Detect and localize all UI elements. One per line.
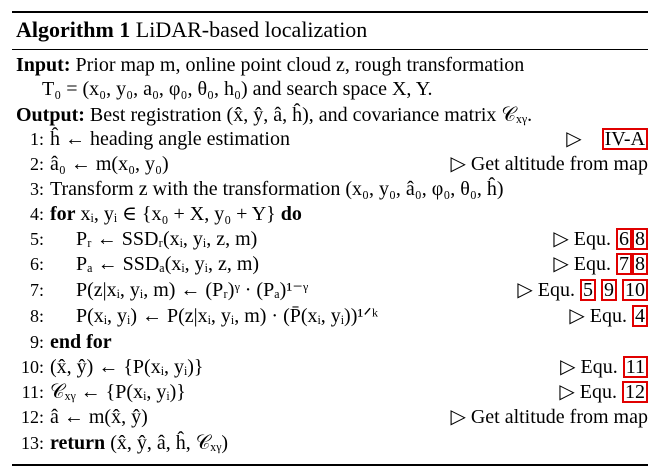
equation-ref-link[interactable]: 8 [632,228,648,250]
equation-ref-link[interactable]: 11 [623,356,648,378]
equation-ref-link[interactable]: 8 [632,253,648,275]
step-number: 10: [20,357,44,377]
step-text: (x̂, ŷ) ← {P(xᵢ, yᵢ)} [50,356,204,378]
comment-prefix: ▷ Equ. [553,253,611,275]
step-number: 12: [20,407,44,427]
step-7 [16,279,648,301]
step-number: 8: [29,306,44,326]
step-text: ĥ ← heading angle estimation [50,128,290,150]
step-comment [560,356,648,378]
step-text: â₀ ← m(x₀, y₀) [50,153,169,175]
equation-ref-link[interactable]: 9 [601,279,617,301]
step-3 [16,178,648,200]
step-number: 2: [29,154,44,174]
step-4 [16,203,648,225]
step-number: 11: [21,382,44,402]
step-text: Transform z with the transformation (x₀, y₀, â₀, φ₀, θ₀, ĥ) [50,178,504,200]
step-comment [559,381,648,403]
equation-ref-link[interactable]: 10 [622,279,648,301]
step-comment [569,305,648,327]
comment-prefix: ▷ Equ. [559,381,617,403]
keyword-do: do [280,203,302,225]
step-1 [16,128,648,150]
step-13 [16,432,648,454]
step-text: P(xᵢ, yᵢ) ← P(z|xᵢ, yᵢ, m) · (P̄(xᵢ, yᵢ))¹ᐟᵏ [76,305,379,327]
input-label: Input: [16,54,71,76]
input-line-1 [16,54,648,76]
step-number: 4: [29,204,44,224]
keyword-end-for: end for [50,331,112,353]
equation-ref-link[interactable]: 5 [580,279,596,301]
output-text: Best registration (x̂, ŷ, â, ĥ), and covariance matrix 𝒞ₓᵧ. [89,104,533,126]
step-6 [16,253,648,275]
input-text-2: T₀ = (x₀, y₀, a₀, φ₀, θ₀, h₀) and search space X, Y. [42,78,433,100]
step-10 [16,356,648,378]
keyword-return: return [50,432,106,454]
step-text: Pₐ ← SSDₐ(xᵢ, yᵢ, z, m) [76,253,260,275]
comment-prefix: ▷ Equ. [560,356,618,378]
step-number: 13: [20,433,44,453]
section-ref-link[interactable]: IV-A [602,128,648,150]
step-comment [517,279,648,301]
algorithm-caption [16,15,367,45]
step-text: 𝒞ₓᵧ ← {P(xᵢ, yᵢ)} [50,381,186,403]
equation-ref-link[interactable]: 12 [622,381,648,403]
step-number: 9: [29,332,44,352]
step-text: Pᵣ ← SSDᵣ(xᵢ, yᵢ, z, m) [76,228,258,250]
algorithm-label: Algorithm 1 [16,17,131,42]
step-comment [566,128,648,150]
comment-prefix: ▷ [566,128,582,150]
equation-ref-link[interactable]: 4 [632,305,648,327]
keyword-for: for [50,203,76,225]
step-9 [16,331,648,353]
algorithm-title: LiDAR-based localization [135,17,368,42]
step-5 [16,228,648,250]
bottom-rule [12,464,648,466]
step-text: â ← m(x̂, ŷ) [50,406,148,428]
step-text: (x̂, ŷ, â, ĥ, 𝒞ₓᵧ) [105,432,229,454]
step-12 [16,406,648,428]
step-comment: ▷ Get altitude from map [450,406,648,428]
equation-ref-link[interactable]: 7 [616,253,632,275]
step-text: P(z|xᵢ, yᵢ, m) ← (Pᵣ)ᵞ · (Pₐ)¹⁻ᵞ [76,279,309,301]
step-number: 7: [29,280,44,300]
caption-rule [12,49,648,50]
comment-prefix: ▷ Equ. [553,228,611,250]
step-comment: ▷ Get altitude from map [450,153,648,175]
comment-prefix: ▷ Equ. [569,305,627,327]
step-11 [16,381,648,403]
output-line [16,104,648,126]
output-label: Output: [16,104,85,126]
top-rule [12,11,648,13]
step-comment [553,253,648,275]
step-number: 3: [29,179,44,199]
step-number: 5: [29,229,44,249]
comment-prefix: ▷ Equ. [517,279,575,301]
input-line-2 [16,78,648,100]
step-number: 1: [29,129,44,149]
step-2 [16,153,648,175]
step-8 [16,305,648,327]
equation-ref-link[interactable]: 6 [616,228,632,250]
step-text: xᵢ, yᵢ ∈ {x₀ + X, y₀ + Y} [75,203,281,225]
input-text-1: Prior map m, online point cloud z, rough transformation [75,54,525,76]
step-comment [553,228,648,250]
step-number: 6: [29,254,44,274]
